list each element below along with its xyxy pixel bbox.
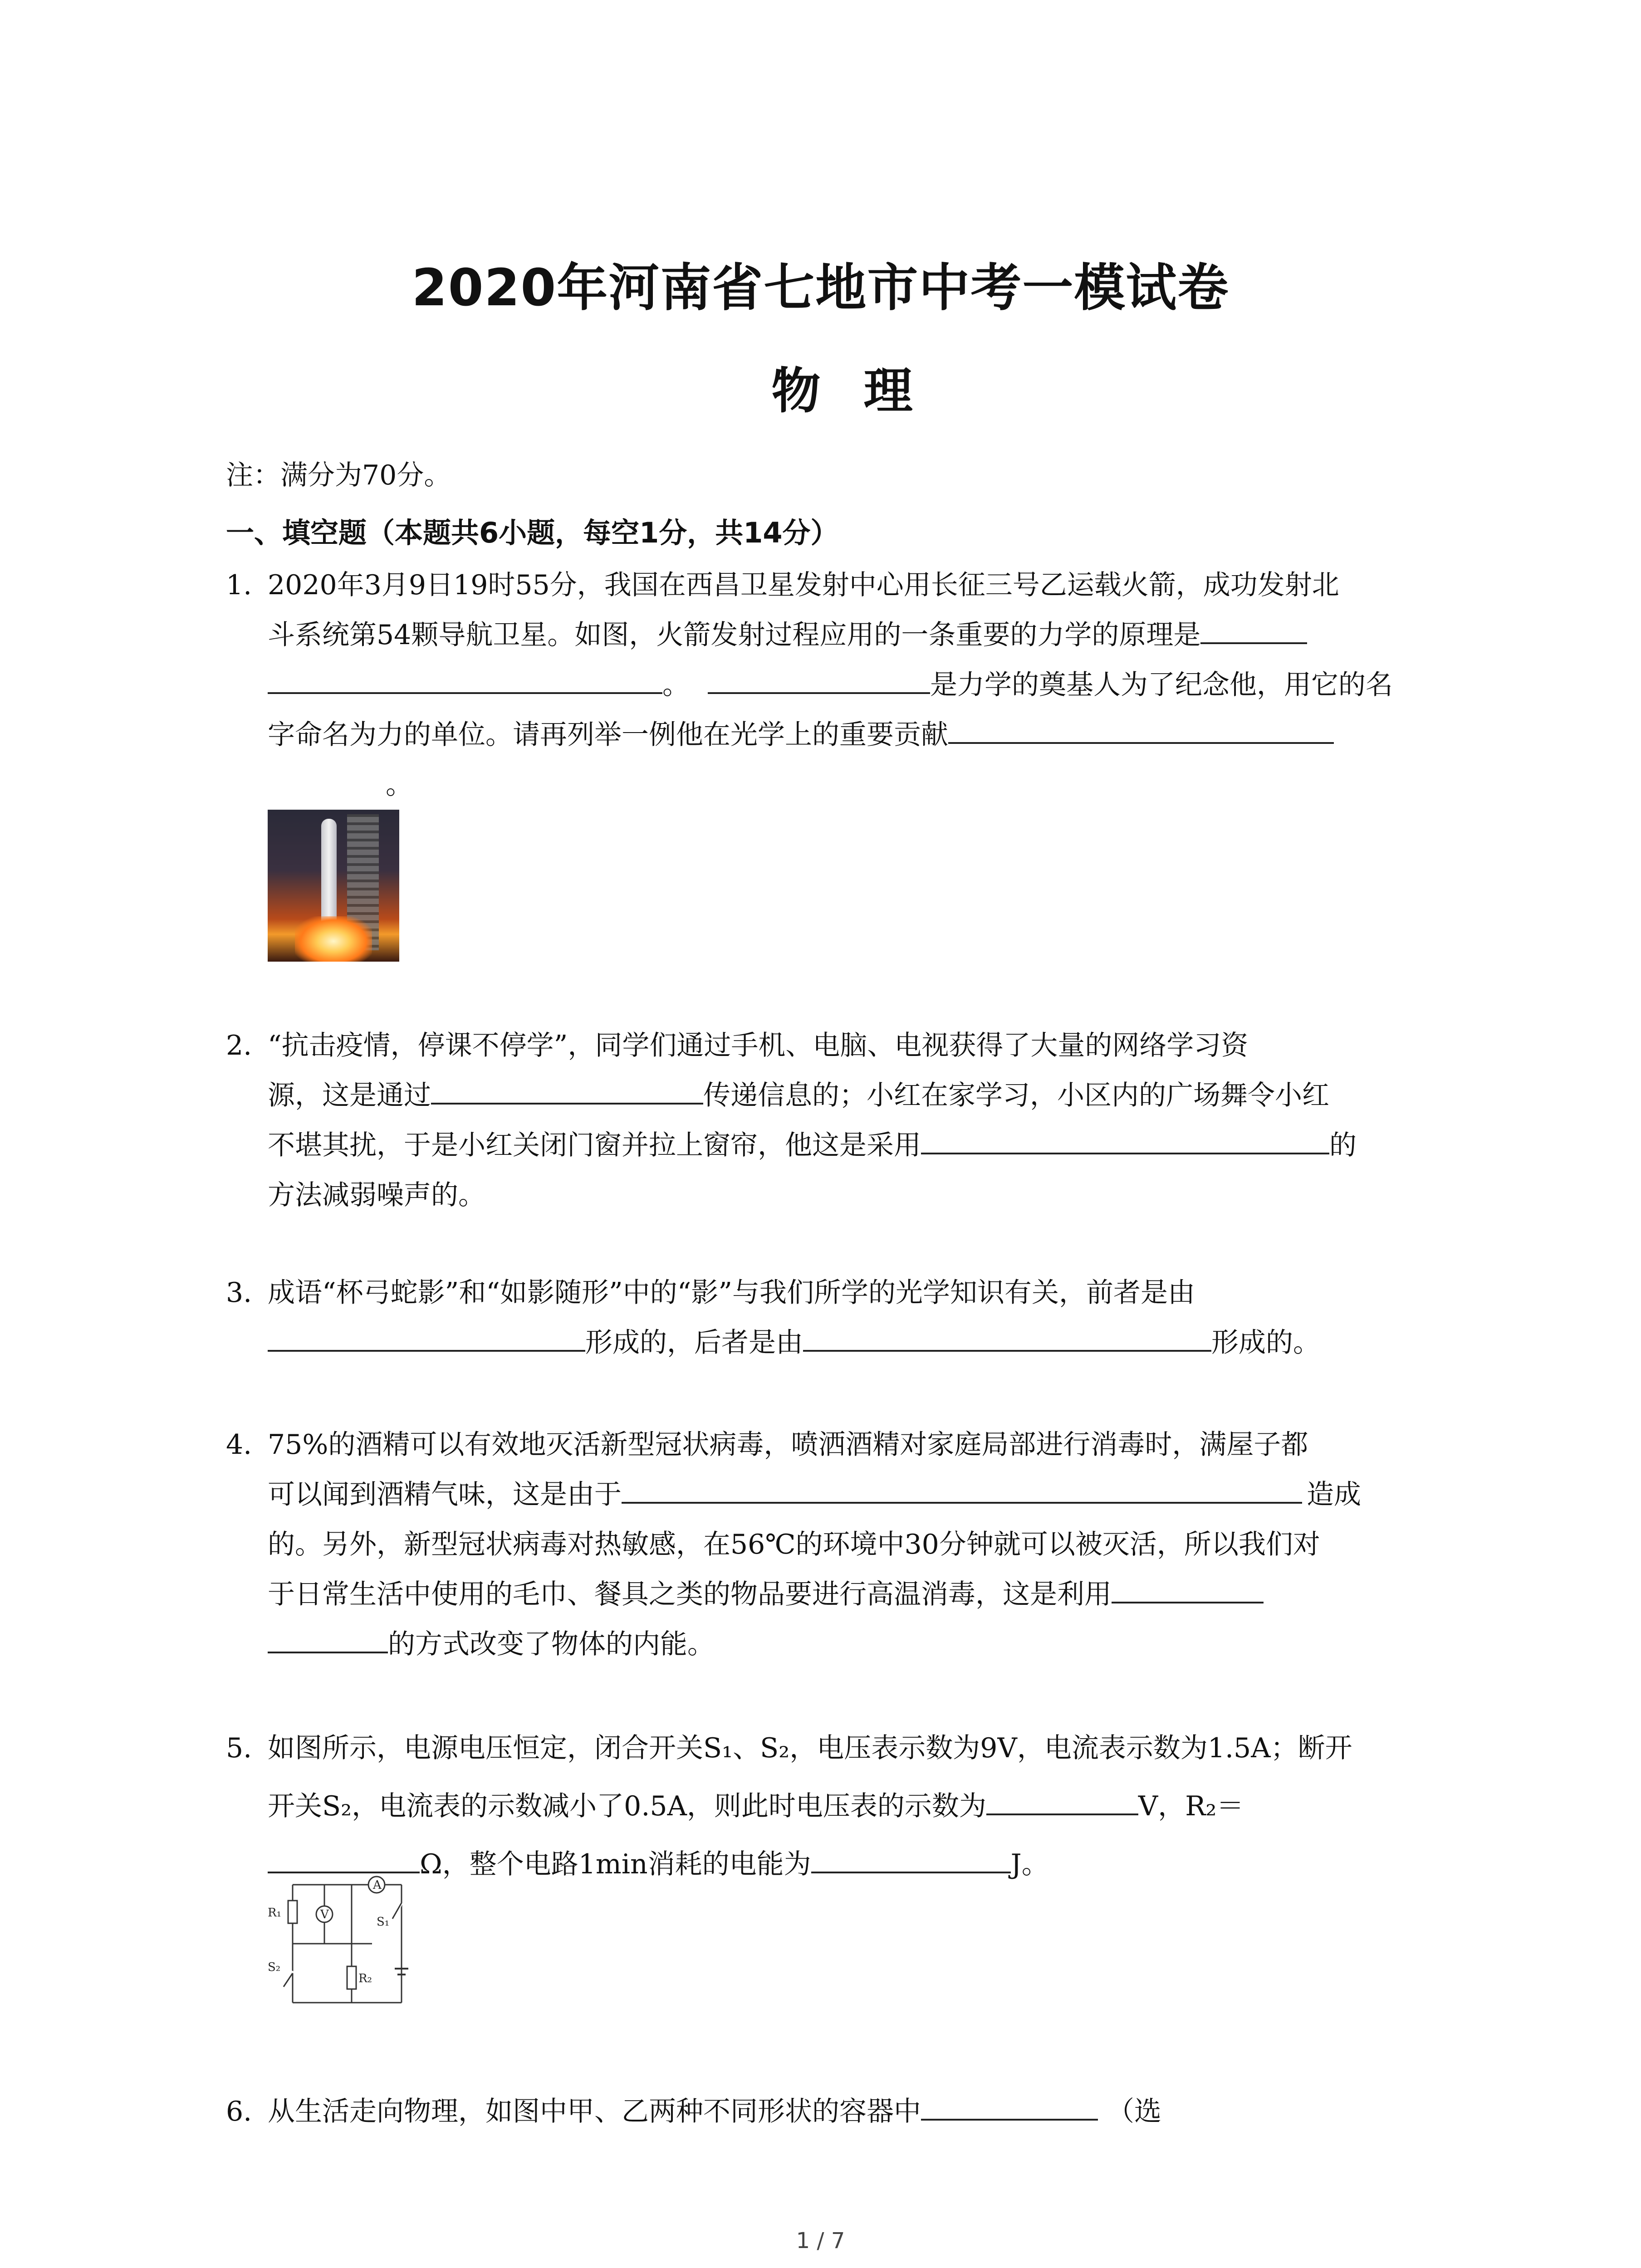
answer-blank[interactable]	[268, 664, 662, 694]
r2-label: R₂	[358, 1972, 372, 1985]
section-heading-fill-in: 一、填空题（本题共6小题，每空1分，共14分）	[226, 516, 839, 549]
rocket	[321, 819, 337, 923]
question-number: 1.	[226, 569, 252, 601]
question-text: 的	[1329, 1129, 1357, 1161]
question-number: 6.	[226, 2096, 252, 2127]
score-note: 注：满分为70分。	[226, 459, 451, 491]
question-number: 4.	[226, 1429, 252, 1461]
question-text: “抗击疫情，停课不停学”，同学们通过手机、电脑、电视获得了大量的网络学习资	[268, 1030, 1249, 1061]
question-number: 2.	[226, 1030, 252, 1061]
question-6	[226, 2087, 1460, 2136]
switch-s2-icon	[284, 1973, 293, 1987]
question-text: 的。另外，新型冠状病毒对热敏感，在56℃的环境中30分钟就可以被灭活，所以我们对	[268, 1529, 1320, 1560]
rocket-launch-photo	[268, 810, 399, 962]
exam-title: 2020年河南省七地市中考一模试卷	[411, 259, 1230, 318]
question-text: （选	[1107, 2096, 1161, 2127]
answer-blank[interactable]	[268, 1322, 585, 1352]
answer-blank[interactable]	[431, 1075, 703, 1105]
answer-blank[interactable]	[1112, 1574, 1264, 1603]
question-text: 是力学的奠基人为了纪念他，用它的名	[930, 669, 1393, 701]
answer-blank[interactable]	[803, 1322, 1211, 1352]
voltmeter-label: V	[320, 1908, 329, 1921]
question-text: 2020年3月9日19时55分，我国在西昌卫星发射中心用长征三号乙运载火箭，成功发射北	[268, 569, 1339, 601]
ammeter-label: A	[373, 1878, 382, 1892]
question-text: 可以闻到酒精气味，这是由于	[268, 1479, 622, 1510]
question-text: 斗系统第54颗导航卫星。如图，火箭发射过程应用的一条重要的力学的原理是	[268, 619, 1201, 651]
question-text: 的方式改变了物体的内能。	[388, 1628, 715, 1660]
question-text: 源，这是通过	[268, 1080, 431, 1111]
answer-blank[interactable]	[986, 1785, 1138, 1815]
question-text: 开关S₂，电流表的示数减小了0.5A，则此时电压表的示数为	[268, 1790, 986, 1822]
circuit-diagram	[265, 1876, 415, 2025]
resistor-r1	[288, 1901, 297, 1923]
question-4	[226, 1420, 1460, 1669]
question-text: 于日常生活中使用的毛巾、餐具之类的物品要进行高温消毒，这是利用	[268, 1579, 1112, 1610]
question-1	[226, 560, 1460, 810]
switch-s1-icon	[392, 1903, 402, 1919]
question-text: 不堪其扰，于是小红关闭门窗并拉上窗帘，他这是采用	[268, 1129, 921, 1161]
subject-title: 物理	[771, 363, 956, 420]
question-text: 形成的，后者是由	[585, 1327, 803, 1359]
question-text: 字命名为力的单位。请再列举一例他在光学上的重要贡献	[268, 719, 948, 751]
answer-blank[interactable]	[1200, 614, 1307, 644]
question-text: 如图所示，电源电压恒定，闭合开关S₁、S₂，电压表示数为9V，电流表示数为1.5A；断开	[268, 1732, 1352, 1764]
question-2	[226, 1021, 1460, 1220]
question-text: V，R₂＝	[1138, 1790, 1244, 1822]
answer-blank[interactable]	[811, 1843, 1011, 1873]
question-number: 5.	[226, 1732, 252, 1764]
s1-label: S₁	[377, 1915, 390, 1929]
page-number: 1 / 7	[796, 2228, 845, 2253]
answer-blank[interactable]	[268, 1843, 420, 1873]
question-text: 方法减弱噪声的。	[268, 1179, 485, 1211]
s2-label: S₂	[268, 1960, 281, 1974]
question-text: 成语“杯弓蛇影”和“如影随形”中的“影”与我们所学的光学知识有关，前者是由	[268, 1277, 1195, 1309]
question-text: 。	[662, 669, 690, 701]
resistor-r2	[347, 1966, 356, 1989]
answer-blank[interactable]	[708, 664, 930, 694]
question-text: 造成	[1307, 1479, 1361, 1510]
question-text: 传递信息的；小红在家学习，小区内的广场舞令小红	[703, 1080, 1329, 1111]
question-5	[226, 1719, 1460, 1893]
answer-blank[interactable]	[268, 1623, 388, 1653]
answer-blank[interactable]	[921, 2091, 1098, 2121]
question-number: 3.	[226, 1277, 252, 1309]
question-text: 75%的酒精可以有效地灭活新型冠状病毒，喷洒酒精对家庭局部进行消毒时，满屋子都	[268, 1429, 1308, 1461]
question-text: 从生活走向物理，如图中甲、乙两种不同形状的容器中	[268, 2096, 921, 2127]
rocket-flame	[295, 916, 372, 962]
question-text: Ω，整个电路1min消耗的电能为	[420, 1848, 811, 1880]
question-text: 。	[386, 769, 413, 801]
answer-blank[interactable]	[921, 1124, 1329, 1154]
question-text: 形成的。	[1211, 1327, 1320, 1359]
r1-label: R₁	[268, 1906, 281, 1920]
answer-blank[interactable]	[622, 1474, 1302, 1504]
question-text: J。	[1010, 1848, 1049, 1880]
answer-blank[interactable]	[948, 714, 1334, 744]
question-3	[226, 1268, 1460, 1368]
